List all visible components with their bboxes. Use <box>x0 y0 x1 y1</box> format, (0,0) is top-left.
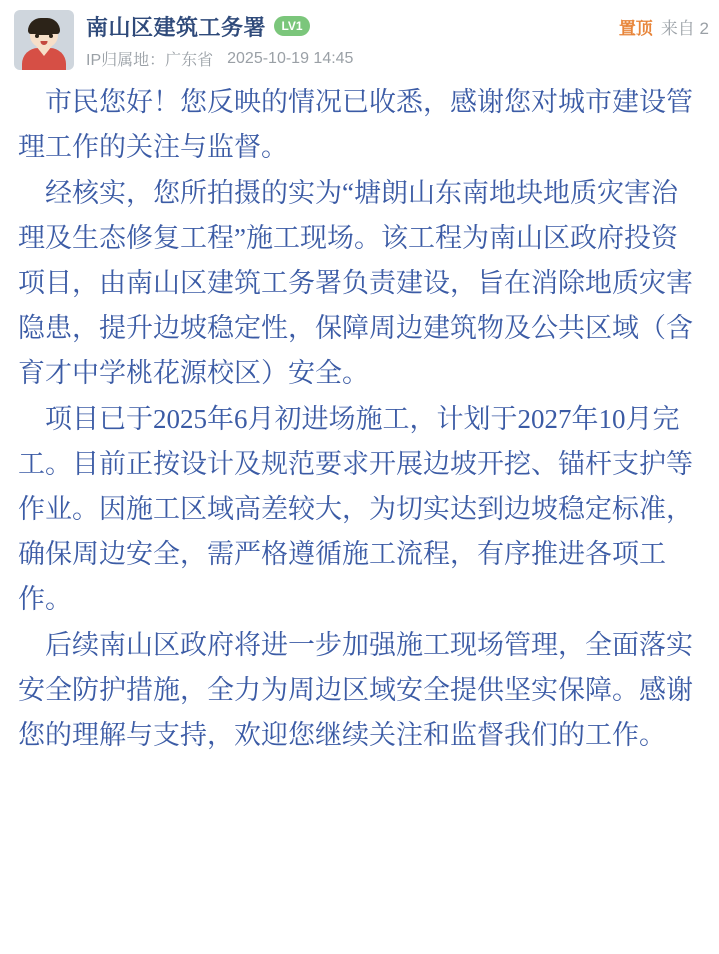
pinned-badge: 置顶 <box>618 19 653 38</box>
post-timestamp: 2025-10-19 14:45 <box>227 49 354 67</box>
avatar-eye-left <box>35 34 39 38</box>
avatar-eye-right <box>49 34 53 38</box>
post-header-right <box>619 14 709 39</box>
author-name[interactable]: 南山区建筑工务署 <box>86 14 267 40</box>
post-header <box>0 0 719 74</box>
post-paragraph: 项目已于2025年6月初进场施工，计划于2027年10月完工。目前正按设计及规范要求开展边坡开挖、锚杆支护等作业。因施工区域高差较大，为切实达到边坡稳定标准，确保周边安全，需严格遵循施工流程，有序推进各项工作。 <box>18 404 693 614</box>
avatar[interactable] <box>14 10 74 70</box>
post-body <box>0 74 719 758</box>
post-source[interactable]: 来自 2 <box>660 19 709 38</box>
post-paragraph: 经核实，您所拍摄的实为“塘朗山东南地块地质灾害治理及生态修复工程”施工现场。该工程为南山区政府投资项目，由南山区建筑工务署负责建设，旨在消除地质灾害隐患，提升边坡稳定性，保障周边建筑物及公共区域（含育才中学桃花源校区）安全。 <box>18 178 693 388</box>
level-badge: LV1 <box>274 16 310 36</box>
post-paragraph: 市民您好！您反映的情况已收悉，感谢您对城市建设管理工作的关注与监督。 <box>18 87 693 162</box>
avatar-hair-shape <box>28 18 60 34</box>
author-info <box>74 10 707 70</box>
author-name-row <box>86 10 707 42</box>
post-paragraph: 后续南山区政府将进一步加强施工现场管理，全面落实安全防护措施，全力为周边区域安全提供坚实保障。感谢您的理解与支持，欢迎您继续关注和监督我们的工作。 <box>18 630 693 750</box>
post-meta-row <box>86 47 707 70</box>
ip-location: IP归属地：广东省 <box>86 52 214 69</box>
